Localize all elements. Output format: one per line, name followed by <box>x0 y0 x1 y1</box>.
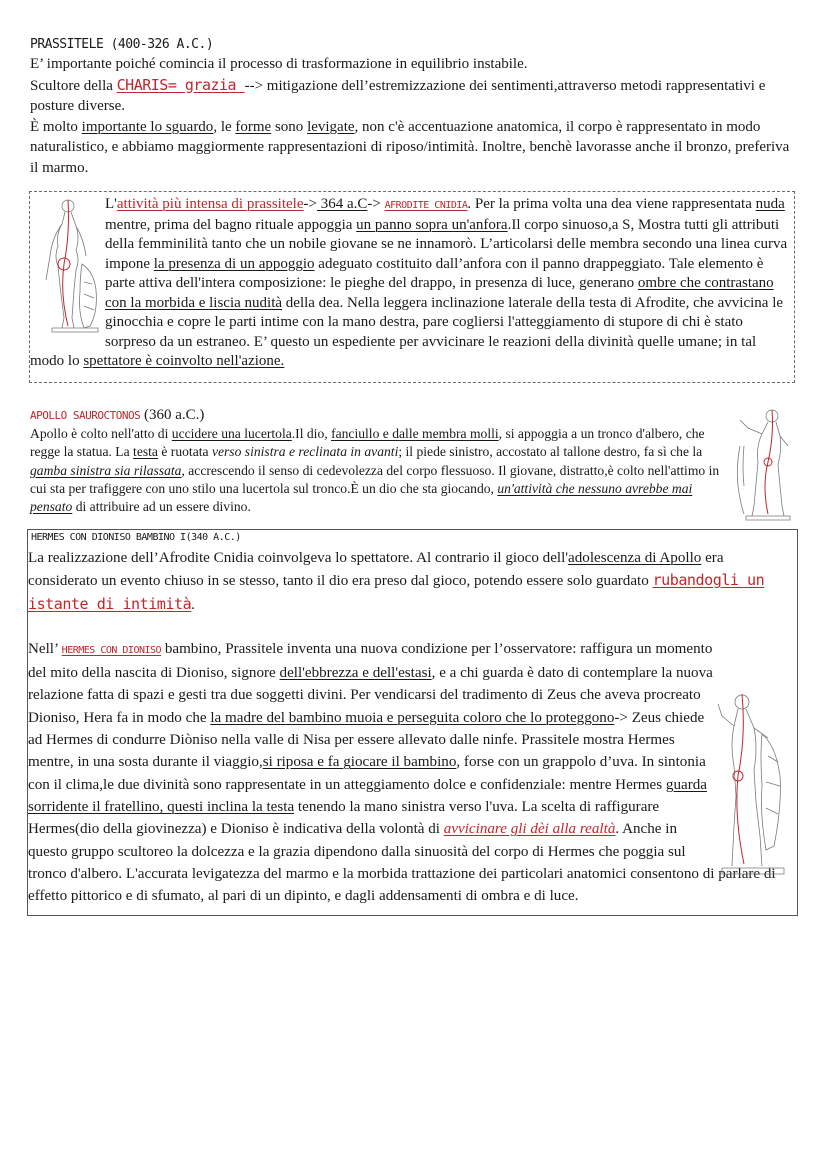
underline-span: un panno sopra un'anfora <box>356 216 508 233</box>
text-span: è ruotata <box>157 444 212 460</box>
red-underline-span: attività più intensa di prassitele <box>116 196 304 212</box>
text-span: sono <box>271 118 308 135</box>
text-span: La realizzazione dell’Afrodite Cnidia coinvolgeva lo spettatore. Al contrario il gioco dell' <box>28 550 569 566</box>
paragraph-gap <box>28 616 794 638</box>
underline-span: testa <box>133 444 158 460</box>
underline-span: levigate <box>307 118 355 135</box>
text-span: --> mitigazione dell’estremizzazione dei sentimenti,attraverso metodi rappresentativi e posture diverse. <box>30 77 766 114</box>
hermes-title: HERMES CON DIONISO BAMBINO I(340 A.C.) <box>31 532 241 543</box>
text-span: Nell’ <box>28 640 62 657</box>
hermes-box <box>27 529 798 916</box>
italic-underline-span: gamba sinistra sia rilassata <box>30 462 182 478</box>
underline-span: dell'ebbrezza e dell'estasi <box>279 665 432 682</box>
text-span: mentre, prima del bagno rituale appoggia <box>105 216 357 233</box>
text-span: , si appoggia a un tronco d'albero, che regge la statua. La <box>30 426 705 460</box>
text-span: . Per la prima volta una dea viene rappresentata <box>467 196 756 212</box>
date-span: 364 a.C <box>316 196 368 212</box>
text-span: , non c'è accentuazione anatomica, il corpo è rappresentato in modo naturalistico, e abbiamo maggiormente rappresentazioni di riposo/intimità. Inoltre, benchè lavorasse anche il bronzo, preferiva il marmo. <box>30 118 790 176</box>
hermes-sketch-icon <box>714 686 790 876</box>
italic-underline-span: un'attività che nessuno avrebbe mai pensato <box>30 480 693 515</box>
underline-span: nuda <box>755 196 785 212</box>
apollo-text <box>30 406 724 516</box>
arrow-span: -> <box>367 196 385 212</box>
underline-span: la madre del bambino muoia e perseguita coloro che lo proteggono <box>210 709 615 726</box>
text-span: Scultore della <box>30 77 117 94</box>
text-span: Apollo è colto nell'atto di <box>30 426 172 442</box>
section-title-prassitele: PRASSITELE (400-326 A.C.) <box>30 37 214 52</box>
apollo-title: APOLLO SAUROCTONOS <box>30 409 141 422</box>
underline-span: spettatore è coinvolto nell'azione. <box>83 353 285 369</box>
text-span: bambino, Prassitele inventa una nuova condizione per l’osservatore: raffigura un momento del mito della nascita di Dioniso, signore <box>28 640 713 682</box>
intro-section <box>30 36 800 178</box>
apollo-sketch-icon <box>728 406 798 521</box>
text-span: adeguato costituito dall’anfora con il panno drappeggiato. Tale elemento è parte attiva dell'intera composizione: le pieghe del drappo, in presenza di luce, generano <box>105 255 764 291</box>
text-span: , e a chi guarda è dato di contemplare la nuova relazione fatta di spazi e gesti tra due soggetti divini. Per vendicarsi del tradimento di Zeus che aveva procreato Dioniso, Hera fa in modo che <box>28 665 713 726</box>
hermes-text <box>28 547 794 907</box>
underline-span: importante lo sguardo <box>81 118 214 135</box>
intro-line-3 <box>30 117 800 179</box>
hermes-paragraph-1 <box>28 547 794 616</box>
hermes-paragraph-2 <box>28 638 794 908</box>
text-span: , accrescendo il senso di cedevolezza del corpo flessuoso. Il giovane, distratto,è colto nell'attimo in cui sta per trafiggere con uno stilo una lucertola sul tronco.È un dio che sta giocando, <box>30 462 720 496</box>
afrodite-cnidia-box <box>29 191 795 383</box>
text-span: di attribuire ad un essere divino. <box>72 499 251 515</box>
italic-span: verso sinistra e reclinata in avanti <box>211 444 399 460</box>
underline-span: ombre che contrastano con la morbida e liscia nudità <box>105 275 774 311</box>
underline-span: la presenza di un appoggio <box>153 255 315 272</box>
text-span: . Anche in questo gruppo scultoreo la dolcezza e la grazia dipendono dalla sinuosità del corpo di Hermes che poggia sul tronco d'albero. L'accurata levigatezza del marmo e la morbida trattazione dei particolari anatomici consentono di parlare di effetto pittorico e di sfumato, al pari di un dipinto, e dagli addensamenti di ombra e di luce. <box>28 821 776 905</box>
text-span: ; il piede sinistro, accostato al tallone destro, fa sì che la <box>398 444 703 460</box>
intro-line-2 <box>30 75 800 117</box>
underline-span: adolescenza di Apollo <box>568 550 702 566</box>
apollo-section <box>30 406 820 518</box>
text-span: . <box>191 596 195 613</box>
underline-span: forme <box>235 118 272 135</box>
text-span: .Il dio, <box>291 426 332 442</box>
apollo-date: (360 a.C.) <box>140 407 205 423</box>
intro-text: E’ importante poiché comincia il processo di trasformazione in equilibrio instabile. <box>30 56 528 72</box>
underline-span: fanciullo e dalle membra molli <box>331 426 499 442</box>
text-span: .Il corpo sinuoso,a S, Mostra tutti gli attributi della femminilità tanto che un nobile giovane se ne innamorò. L’articolarsi delle membra secondo una linea curva impone <box>105 216 788 272</box>
red-italic-span: avvicinare gli dèi alla realtà <box>443 821 616 838</box>
hermes-dioniso-label: HERMES CON DIONISO <box>61 644 162 656</box>
text-span: della dea. Nella leggera inclinazione laterale della testa di Afrodite, che avvicina le ginocchia e copre le parti intime con la mano destra, pare cogliersi l'atteggiamento di stupore di chi è stato sorpreso da un estraneo. E’ questo un espediente per avvicinare le reazioni della divinità quelle umane; in tal modo lo <box>30 294 784 369</box>
figure-spacer <box>30 195 105 337</box>
text-span: era considerato un evento chiuso in se stesso, tanto il dio era preso dal gioco, potendo essere solo guardato <box>28 550 724 590</box>
charis-highlight: CHARIS= grazia <box>116 75 245 94</box>
text-span: L' <box>105 196 117 212</box>
afrodite-cnidia-title: AFRODITE CNIDIA <box>384 200 468 211</box>
arrow-span: -> <box>303 196 317 212</box>
text-span: -> Zeus chiede ad Hermes di condurre Diòniso nella valle di Nisa per essere allevato dalle ninfe. Prassitele mostra Hermes mentre, in una sosta durante il viaggio, <box>28 709 705 771</box>
text-span: tenendo la mano sinistra verso l'uva. La scelta di raffigurare Hermes(dio della giovinezza) e Dioniso è indicativa della volontà di <box>28 798 660 838</box>
text-span: È molto <box>30 118 82 135</box>
underline-span: uccidere una lucertola <box>171 426 292 442</box>
red-handwritten-span: rubandogli un istante di intimità <box>28 571 765 613</box>
underline-span: guarda sorridente il fratellino, questi inclina la testa <box>28 776 707 815</box>
underline-span: si riposa e fa giocare il bambino <box>262 754 457 771</box>
text-span: , forse con un grappolo d’uva. In sintonia con il clima,le due divinità sono rappresentate in un atteggiamento dolce e confidenziale: mentre Hermes <box>28 754 706 793</box>
intro-line-1 <box>30 54 800 75</box>
afrodite-text <box>30 192 794 372</box>
text-span: , le <box>213 118 236 135</box>
